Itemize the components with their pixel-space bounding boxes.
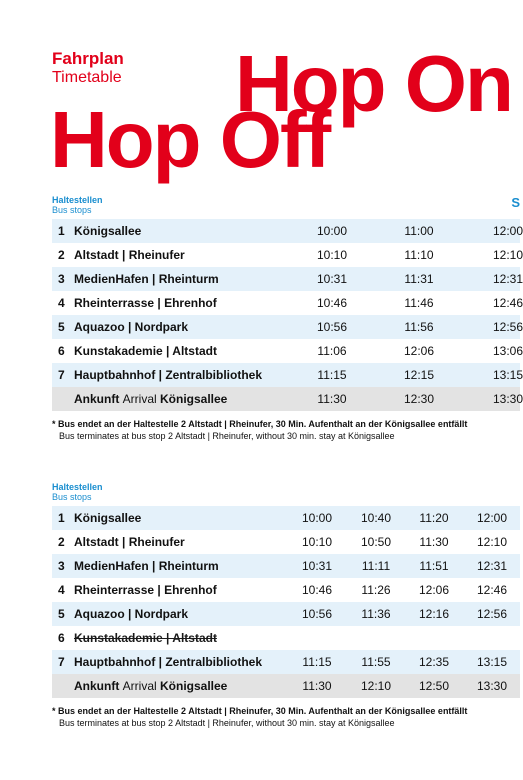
departure-time: 11:51 [419, 559, 449, 573]
departure-time: 10:31 [316, 272, 348, 286]
stop-number: 3 [58, 559, 65, 573]
departure-time: 10:10 [316, 248, 348, 262]
departure-time: 11:55 [361, 655, 391, 669]
timetable-section-2 [52, 482, 520, 728]
departure-time: 13:15 [492, 368, 523, 382]
arrival-row [52, 387, 523, 411]
header-timetable: Timetable [52, 69, 122, 86]
stop-name: Altstadt | Rheinufer [74, 535, 185, 549]
arrival-arrival: Arrival [122, 679, 160, 693]
stop-name: Hauptbahnhof | Zentralbibliothek [74, 655, 263, 669]
departure-time: 12:06 [403, 344, 435, 358]
timetable-table-2 [52, 506, 520, 698]
departure-time: 12:00 [476, 511, 508, 525]
table-row [52, 602, 520, 626]
departure-time: 11:46 [404, 296, 434, 310]
departure-time: 12:35 [418, 655, 450, 669]
section-label-en: Bus stops [52, 205, 92, 215]
departure-time: 12:15 [403, 368, 435, 382]
departure-time: 12:16 [418, 607, 450, 621]
stop-name: Königsallee [74, 224, 142, 238]
departure-time: 12:46 [476, 583, 508, 597]
stop-number: 7 [58, 655, 65, 669]
table-row [52, 339, 523, 363]
stop-name: MedienHafen | Rheinturm [74, 272, 219, 286]
footnote-en: Bus terminates at bus stop 2 Altstadt | Rheinufer, without 30 min. stay at Königsallee [59, 431, 395, 441]
arrival-stop: Königsallee [160, 679, 228, 693]
departure-time: 12:00 [492, 224, 523, 238]
departure-time: 11:11 [361, 559, 391, 573]
stop-number: 4 [58, 583, 65, 597]
departure-time: 12:31 [476, 559, 508, 573]
departure-time: 10:00 [316, 224, 348, 238]
stop-number: 1 [58, 224, 65, 238]
departure-time: 11:26 [361, 583, 391, 597]
arrival-time: 11:30 [317, 392, 347, 406]
stop-number: 6 [58, 344, 65, 358]
departure-time: 11:30 [419, 535, 449, 549]
title-hop-off: Hop Off [50, 95, 330, 184]
arrival-time: 12:10 [360, 679, 392, 693]
arrival-time: 11:30 [302, 679, 332, 693]
table-row [52, 506, 520, 530]
departure-time: 11:10 [404, 248, 434, 262]
table-row [52, 650, 520, 674]
departure-time: 11:20 [419, 511, 449, 525]
timetable-section-1 [52, 195, 523, 441]
footnote-en: Bus terminates at bus stop 2 Altstadt | Rheinufer, without 30 min. stay at Königsallee [59, 718, 395, 728]
stop-number: 1 [58, 511, 65, 525]
table-row [52, 363, 523, 387]
departure-time: 12:46 [492, 296, 523, 310]
stop-number: 2 [58, 535, 65, 549]
stop-number: 4 [58, 296, 65, 310]
timetable-table-1 [52, 219, 523, 411]
stop-number: 3 [58, 272, 65, 286]
stop-name: Hauptbahnhof | Zentralbibliothek [74, 368, 263, 382]
departure-time: 12:31 [492, 272, 523, 286]
stop-name: Königsallee [74, 511, 142, 525]
stop-name: Altstadt | Rheinufer [74, 248, 185, 262]
departure-time: 11:15 [302, 655, 332, 669]
departure-time: 12:06 [418, 583, 450, 597]
departure-time: 13:06 [492, 344, 523, 358]
section-label-de: Haltestellen [52, 195, 103, 205]
arrival-time: 13:30 [492, 392, 523, 406]
departure-time: 10:56 [316, 320, 348, 334]
departure-time: 10:46 [301, 583, 333, 597]
arrival-time: 12:30 [403, 392, 435, 406]
table-row [52, 243, 523, 267]
section-label-de: Haltestellen [52, 482, 103, 492]
arrival-arrival: Arrival [122, 392, 160, 406]
departure-time: 12:10 [492, 248, 523, 262]
arrival-row [52, 674, 520, 698]
departure-time: 10:00 [301, 511, 333, 525]
stop-name: Kunstakademie | Altstadt [74, 344, 217, 358]
departure-time: 10:56 [301, 607, 333, 621]
table-row [52, 626, 520, 650]
arrival-label [74, 679, 227, 693]
stop-name: Rheinterrasse | Ehrenhof [74, 296, 217, 310]
arrival-time: 13:30 [476, 679, 508, 693]
title-hop-on: Hop On [235, 39, 512, 128]
header-fahrplan: Fahrplan [52, 49, 124, 68]
footnote-de: * Bus endet an der Haltestelle 2 Altstadt | Rheinufer, 30 Min. Aufenthalt an der Königsallee entfällt [52, 419, 468, 429]
departure-time: 11:15 [317, 368, 347, 382]
departure-time: 12:56 [492, 320, 523, 334]
departure-time: 11:06 [317, 344, 347, 358]
stop-name: Aquazoo | Nordpark [74, 607, 189, 621]
table-row [52, 291, 523, 315]
departure-time: 13:15 [476, 655, 508, 669]
stop-name: MedienHafen | Rheinturm [74, 559, 219, 573]
table-row [52, 219, 523, 243]
table-row [52, 267, 523, 291]
departure-time: 10:31 [301, 559, 333, 573]
section-label-en: Bus stops [52, 492, 92, 502]
departure-time: 10:40 [360, 511, 392, 525]
section-marker: S [511, 195, 520, 210]
departure-time: 11:56 [404, 320, 434, 334]
stop-number: 7 [58, 368, 65, 382]
departure-time: 10:50 [360, 535, 392, 549]
stop-number: 5 [58, 320, 65, 334]
departure-time: 12:10 [476, 535, 508, 549]
arrival-stop: Königsallee [160, 392, 228, 406]
footnote-de: * Bus endet an der Haltestelle 2 Altstadt | Rheinufer, 30 Min. Aufenthalt an der Königsallee entfällt [52, 706, 468, 716]
arrival-time: 12:50 [418, 679, 450, 693]
departure-time: 11:31 [404, 272, 434, 286]
stop-number: 2 [58, 248, 65, 262]
stop-number: 6 [58, 631, 65, 645]
stop-name: Aquazoo | Nordpark [74, 320, 189, 334]
table-row [52, 530, 520, 554]
departure-time: 11:36 [361, 607, 391, 621]
departure-time: 10:46 [316, 296, 348, 310]
departure-time: 11:00 [404, 224, 434, 238]
departure-time: 12:56 [476, 607, 508, 621]
table-row [52, 578, 520, 602]
departure-time: 10:10 [301, 535, 333, 549]
table-row [52, 554, 520, 578]
stop-name: Kunstakademie | Altstadt [74, 631, 217, 645]
arrival-label [74, 392, 227, 406]
stop-name: Rheinterrasse | Ehrenhof [74, 583, 217, 597]
arrival-ankunft: Ankunft [74, 679, 123, 693]
arrival-ankunft: Ankunft [74, 392, 123, 406]
table-row [52, 315, 523, 339]
stop-number: 5 [58, 607, 65, 621]
